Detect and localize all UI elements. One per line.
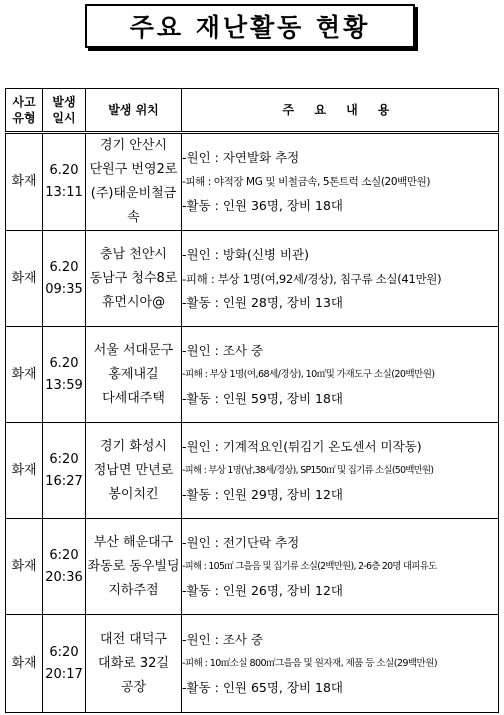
- activity-line: -활동 : 인원 36명, 장비 18대: [182, 198, 343, 213]
- damage-line: -피해 : 야적장 MG 및 비철금속, 5톤트럭 소실(20백만원): [182, 176, 431, 188]
- table-row: [6, 133, 499, 231]
- cell-location: 부산 해운대구 좌동로 동우빌딩 지하주점: [86, 519, 182, 615]
- cell-type: 화재: [6, 327, 43, 423]
- damage-line: -피해 : 부상 1명(여,68세/경상), 10㎡및 가재도구 소실(20백만원): [182, 368, 435, 380]
- cell-datetime: 6:20 20:17: [43, 615, 86, 713]
- cell-datetime: 6.20 09:35: [43, 231, 86, 327]
- cell-location: 충남 천안시 동남구 청수8로 휴먼시아@: [86, 231, 182, 327]
- table-row: [6, 615, 499, 713]
- cell-datetime: 6.20 13:59: [43, 327, 86, 423]
- cell-location: 경기 안산시 단원구 번영2로 (주)태운비철금속: [86, 133, 182, 231]
- cause-line: -원인 : 전기단락 추정: [182, 534, 300, 550]
- cause-line: -원인 : 방화(신병 비관): [182, 246, 309, 262]
- page-title: 주요 재난활동 현황: [85, 4, 415, 48]
- table-row: [6, 423, 499, 519]
- cell-type: 화재: [6, 519, 43, 615]
- damage-line: -피해 : 105㎡ 그을음 및 집기류 소실(2백만원), 2-6층 20명 대피유도: [182, 560, 437, 572]
- cell-location: 대전 대덕구 대화로 32길 공장: [86, 615, 182, 713]
- header-contents: 주 요 내 용: [182, 89, 499, 133]
- cell-datetime: 6.20 13:11: [43, 133, 86, 231]
- cause-line: -원인 : 자연발화 추정: [182, 150, 300, 165]
- cell-contents: [182, 519, 499, 615]
- header-location: 발생 위치: [86, 89, 182, 133]
- cause-line: -원인 : 조사 중: [182, 342, 264, 358]
- activity-line: -활동 : 인원 29명, 장비 12대: [182, 486, 343, 502]
- cell-type: 화재: [6, 423, 43, 519]
- cell-contents: [182, 133, 499, 231]
- activity-line: -활동 : 인원 59명, 장비 18대: [182, 390, 343, 406]
- cell-datetime: 6:20 20:36: [43, 519, 86, 615]
- cell-type: 화재: [6, 231, 43, 327]
- cell-location: 서울 서대문구 홍제내길 다세대주택: [86, 327, 182, 423]
- cell-contents: [182, 327, 499, 423]
- damage-line: -피해 : 10㎡소실 800㎡그을음 및 원자재, 제품 등 소실(29백만원): [182, 657, 438, 669]
- activity-line: -활동 : 인원 65명, 장비 18대: [182, 679, 343, 695]
- table-row: [6, 231, 499, 327]
- cause-line: -원인 : 기계적요인(튀김기 온도센서 미작동): [182, 438, 422, 454]
- damage-line: -피해 : 부상 1명(남,38세/경상), SP150㎡ 및 집기류 소실(50백만원): [182, 464, 434, 476]
- header-date: 발생 일시: [43, 89, 86, 133]
- header-type: 사고 유형: [6, 89, 43, 133]
- cause-line: -원인 : 조사 중: [182, 631, 264, 647]
- damage-line: -피해 : 부상 1명(여,92세/경상), 침구류 소실(41만원): [182, 271, 442, 286]
- cell-location: 경기 화성시 정남면 만년로 봉이치킨: [86, 423, 182, 519]
- table-row: [6, 519, 499, 615]
- activity-line: -활동 : 인원 26명, 장비 12대: [182, 582, 343, 598]
- incident-table: [5, 88, 499, 713]
- table-row: [6, 327, 499, 423]
- cell-type: 화재: [6, 133, 43, 231]
- cell-contents: [182, 423, 499, 519]
- cell-contents: [182, 231, 499, 327]
- activity-line: -활동 : 인원 28명, 장비 13대: [182, 294, 343, 310]
- table-header-row: [6, 89, 499, 133]
- cell-contents: [182, 615, 499, 713]
- cell-datetime: 6:20 16:27: [43, 423, 86, 519]
- cell-type: 화재: [6, 615, 43, 713]
